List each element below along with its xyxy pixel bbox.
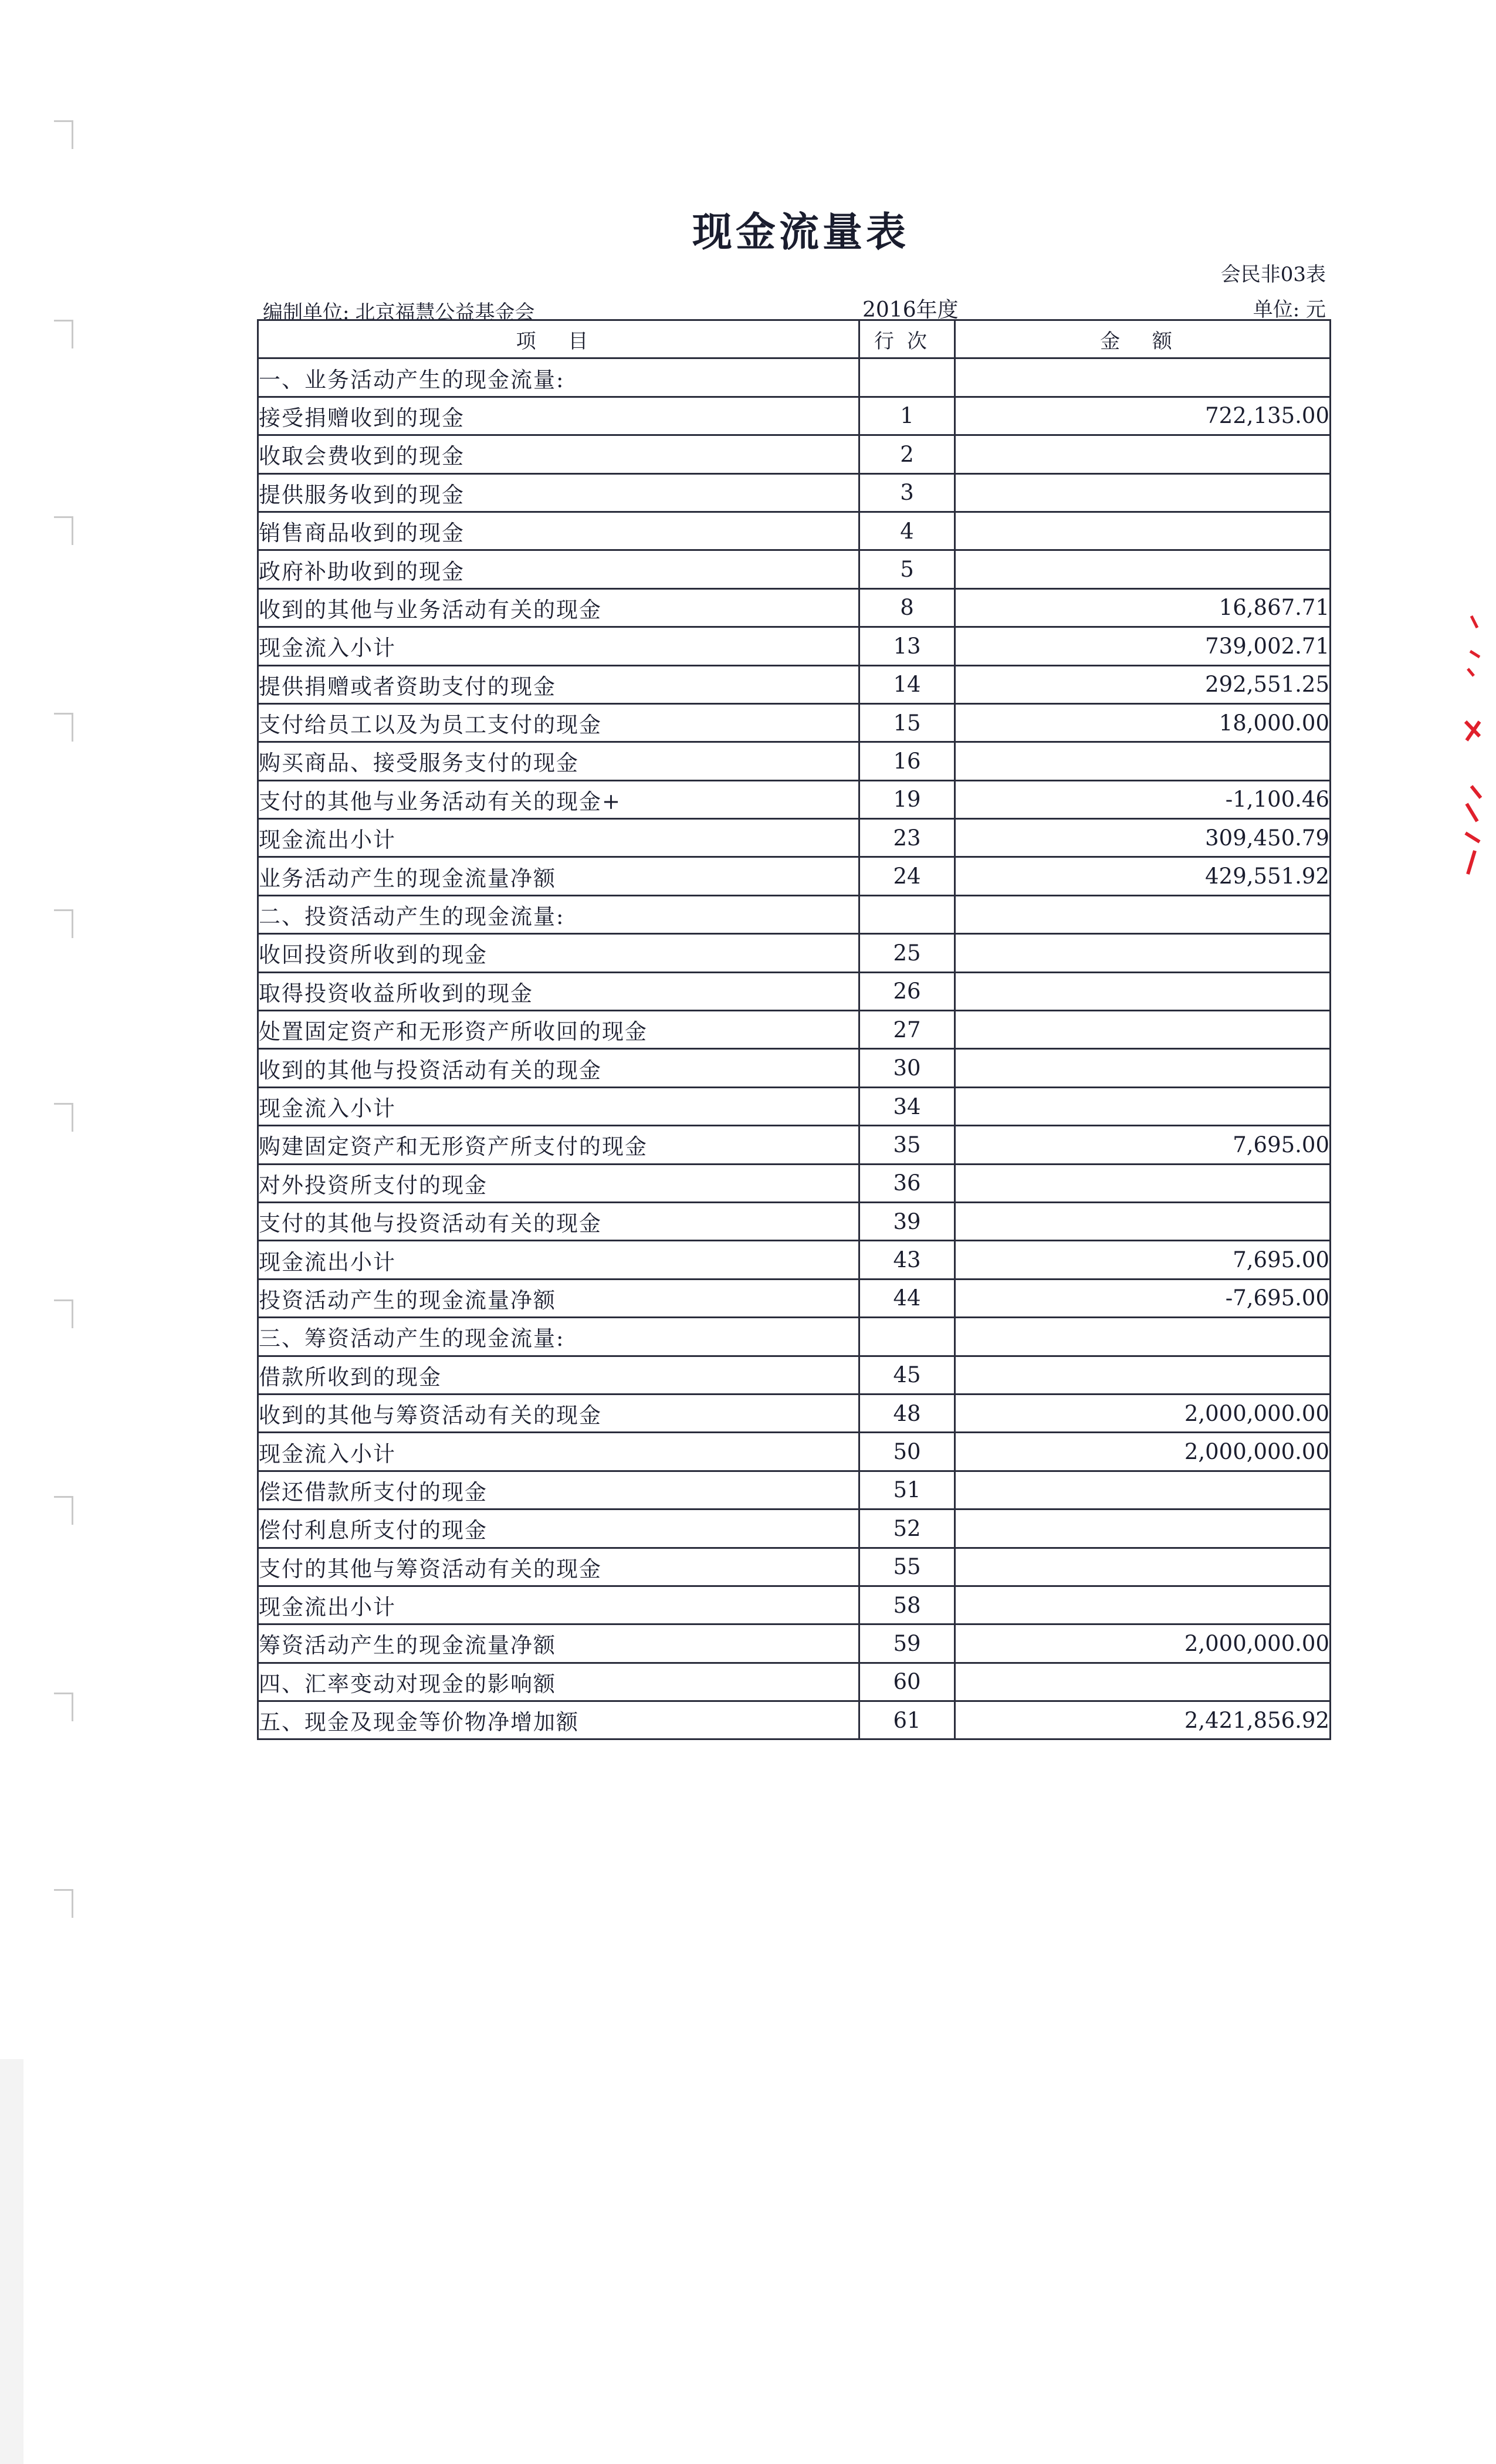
row-item: 投资活动产生的现金流量净额	[258, 1279, 859, 1317]
row-line-number: 44	[859, 1279, 955, 1317]
row-line-number: 39	[859, 1202, 955, 1240]
row-line-number: 51	[859, 1471, 955, 1509]
row-amount	[955, 473, 1331, 512]
row-line-number	[859, 895, 955, 933]
row-amount	[955, 1356, 1331, 1394]
row-amount	[955, 742, 1331, 780]
row-item: 收到的其他与筹资活动有关的现金	[258, 1394, 859, 1432]
table-row	[258, 1318, 1331, 1356]
table-row	[258, 972, 1331, 1010]
row-amount	[955, 1586, 1331, 1624]
row-amount: -7,695.00	[955, 1279, 1331, 1317]
row-item: 借款所收到的现金	[258, 1356, 859, 1394]
punch-mark	[54, 1103, 73, 1132]
row-amount	[955, 1049, 1331, 1087]
row-line-number: 19	[859, 780, 955, 818]
punch-mark	[54, 1299, 73, 1328]
row-amount	[955, 1318, 1331, 1356]
punch-mark	[54, 713, 73, 742]
row-amount: 2,000,000.00	[955, 1624, 1331, 1663]
form-code: 会民非03表	[1220, 263, 1326, 286]
row-item: 现金流出小计	[258, 1586, 859, 1624]
punch-mark	[54, 320, 73, 348]
row-item: 业务活动产生的现金流量净额	[258, 857, 859, 895]
column-header-line: 行次	[859, 320, 955, 358]
table-row	[258, 1049, 1331, 1087]
row-line-number: 8	[859, 588, 955, 627]
row-amount: 7,695.00	[955, 1126, 1331, 1164]
row-line-number: 52	[859, 1509, 955, 1548]
punch-mark	[54, 120, 73, 149]
row-line-number: 3	[859, 473, 955, 512]
row-line-number: 16	[859, 742, 955, 780]
org-name: 北京福慧公益基金会	[355, 301, 535, 324]
org-label: 编制单位:	[263, 301, 350, 324]
row-item: 收到的其他与投资活动有关的现金	[258, 1049, 859, 1087]
row-amount: 16,867.71	[955, 588, 1331, 627]
row-amount	[955, 1509, 1331, 1548]
row-amount	[955, 895, 1331, 933]
row-amount: 739,002.71	[955, 627, 1331, 665]
row-line-number: 27	[859, 1011, 955, 1049]
row-item: 收取会费收到的现金	[258, 435, 859, 473]
table-row	[258, 1356, 1331, 1394]
row-line-number	[859, 358, 955, 397]
table-row	[258, 1394, 1331, 1432]
row-amount: 292,551.25	[955, 665, 1331, 703]
row-line-number: 14	[859, 665, 955, 703]
row-amount	[955, 972, 1331, 1010]
row-amount	[955, 1202, 1331, 1240]
row-item: 接受捐赠收到的现金	[258, 397, 859, 435]
row-amount	[955, 1087, 1331, 1125]
row-amount: 2,421,856.92	[955, 1701, 1331, 1739]
row-item: 提供捐赠或者资助支付的现金	[258, 665, 859, 703]
row-line-number: 59	[859, 1624, 955, 1663]
table-row	[258, 1279, 1331, 1317]
row-line-number: 15	[859, 703, 955, 742]
page-title: 现金流量表	[692, 209, 909, 256]
table-row	[258, 1164, 1331, 1202]
row-item: 处置固定资产和无形资产所收回的现金	[258, 1011, 859, 1049]
row-line-number	[859, 1318, 955, 1356]
table-row	[258, 1087, 1331, 1125]
row-item: 五、现金及现金等价物净增加额	[258, 1701, 859, 1739]
punch-mark	[54, 516, 73, 545]
table-header-row	[258, 320, 1331, 358]
row-item: 购买商品、接受服务支付的现金	[258, 742, 859, 780]
row-line-number: 4	[859, 512, 955, 550]
row-amount: 722,135.00	[955, 397, 1331, 435]
table-row	[258, 473, 1331, 512]
row-item: 四、汇率变动对现金的影响额	[258, 1663, 859, 1701]
table-row	[258, 1663, 1331, 1701]
row-amount	[955, 1548, 1331, 1586]
table-row	[258, 550, 1331, 588]
row-line-number: 13	[859, 627, 955, 665]
currency-unit: 单位: 元	[1253, 298, 1326, 321]
row-line-number: 23	[859, 819, 955, 857]
row-item: 偿还借款所支付的现金	[258, 1471, 859, 1509]
row-amount: -1,100.46	[955, 780, 1331, 818]
row-line-number: 1	[859, 397, 955, 435]
table-row	[258, 435, 1331, 473]
row-line-number: 43	[859, 1241, 955, 1279]
row-line-number: 50	[859, 1433, 955, 1471]
red-seal-fragment	[1454, 610, 1489, 915]
row-item: 二、投资活动产生的现金流量:	[258, 895, 859, 933]
table-row	[258, 1548, 1331, 1586]
row-line-number: 26	[859, 972, 955, 1010]
table-row	[258, 1586, 1331, 1624]
table-row	[258, 512, 1331, 550]
row-line-number: 48	[859, 1394, 955, 1432]
table-row	[258, 703, 1331, 742]
report-year: 2016年度	[862, 298, 959, 322]
table-row	[258, 1471, 1331, 1509]
row-amount	[955, 1663, 1331, 1701]
table-row	[258, 895, 1331, 933]
row-item: 筹资活动产生的现金流量净额	[258, 1624, 859, 1663]
row-amount	[955, 435, 1331, 473]
row-line-number: 45	[859, 1356, 955, 1394]
table-row	[258, 1624, 1331, 1663]
scan-margin	[0, 2059, 23, 2464]
row-item: 现金流出小计	[258, 1241, 859, 1279]
row-line-number: 34	[859, 1087, 955, 1125]
row-item: 取得投资收益所收到的现金	[258, 972, 859, 1010]
row-amount	[955, 550, 1331, 588]
row-amount	[955, 934, 1331, 972]
row-item: 现金流入小计	[258, 627, 859, 665]
punch-mark	[54, 1889, 73, 1918]
row-amount: 7,695.00	[955, 1241, 1331, 1279]
row-item: 支付的其他与筹资活动有关的现金	[258, 1548, 859, 1586]
row-line-number: 2	[859, 435, 955, 473]
table-row	[258, 1241, 1331, 1279]
table-row	[258, 1701, 1331, 1739]
row-amount	[955, 512, 1331, 550]
row-item: 一、业务活动产生的现金流量:	[258, 358, 859, 397]
row-item: 现金流入小计	[258, 1087, 859, 1125]
row-item: 支付给员工以及为员工支付的现金	[258, 703, 859, 742]
row-line-number: 35	[859, 1126, 955, 1164]
punch-mark	[54, 1496, 73, 1525]
punch-mark	[54, 1693, 73, 1721]
table-row	[258, 934, 1331, 972]
row-amount	[955, 1011, 1331, 1049]
row-item: 支付的其他与投资活动有关的现金	[258, 1202, 859, 1240]
row-line-number: 30	[859, 1049, 955, 1087]
row-item: 收回投资所收到的现金	[258, 934, 859, 972]
row-item: 收到的其他与业务活动有关的现金	[258, 588, 859, 627]
row-item: 现金流出小计	[258, 819, 859, 857]
row-line-number: 58	[859, 1586, 955, 1624]
cash-flow-table	[257, 319, 1331, 1740]
row-amount: 18,000.00	[955, 703, 1331, 742]
table-row	[258, 1126, 1331, 1164]
row-amount: 429,551.92	[955, 857, 1331, 895]
table-row	[258, 665, 1331, 703]
row-item: 对外投资所支付的现金	[258, 1164, 859, 1202]
punch-mark	[54, 909, 73, 938]
row-line-number: 36	[859, 1164, 955, 1202]
column-header-amount: 金 额	[955, 320, 1331, 358]
row-amount: 2,000,000.00	[955, 1394, 1331, 1432]
table-row	[258, 1202, 1331, 1240]
row-line-number: 55	[859, 1548, 955, 1586]
row-item: 偿付利息所支付的现金	[258, 1509, 859, 1548]
table-row	[258, 358, 1331, 397]
row-amount	[955, 358, 1331, 397]
row-line-number: 24	[859, 857, 955, 895]
table-row	[258, 742, 1331, 780]
row-item: 现金流入小计	[258, 1433, 859, 1471]
table-row	[258, 780, 1331, 818]
table-row	[258, 1433, 1331, 1471]
row-line-number: 25	[859, 934, 955, 972]
row-item: 销售商品收到的现金	[258, 512, 859, 550]
row-line-number: 60	[859, 1663, 955, 1701]
row-item: 提供服务收到的现金	[258, 473, 859, 512]
row-item: 购建固定资产和无形资产所支付的现金	[258, 1126, 859, 1164]
column-header-item: 项 目	[258, 320, 859, 358]
row-line-number: 61	[859, 1701, 955, 1739]
table-row	[258, 627, 1331, 665]
row-item: 政府补助收到的现金	[258, 550, 859, 588]
table-row	[258, 819, 1331, 857]
table-row	[258, 588, 1331, 627]
table-row	[258, 857, 1331, 895]
row-amount: 2,000,000.00	[955, 1433, 1331, 1471]
row-line-number: 5	[859, 550, 955, 588]
table-row	[258, 397, 1331, 435]
row-item: 支付的其他与业务活动有关的现金+	[258, 780, 859, 818]
row-amount: 309,450.79	[955, 819, 1331, 857]
row-amount	[955, 1471, 1331, 1509]
table-row	[258, 1011, 1331, 1049]
row-amount	[955, 1164, 1331, 1202]
table-row	[258, 1509, 1331, 1548]
row-item: 三、筹资活动产生的现金流量:	[258, 1318, 859, 1356]
